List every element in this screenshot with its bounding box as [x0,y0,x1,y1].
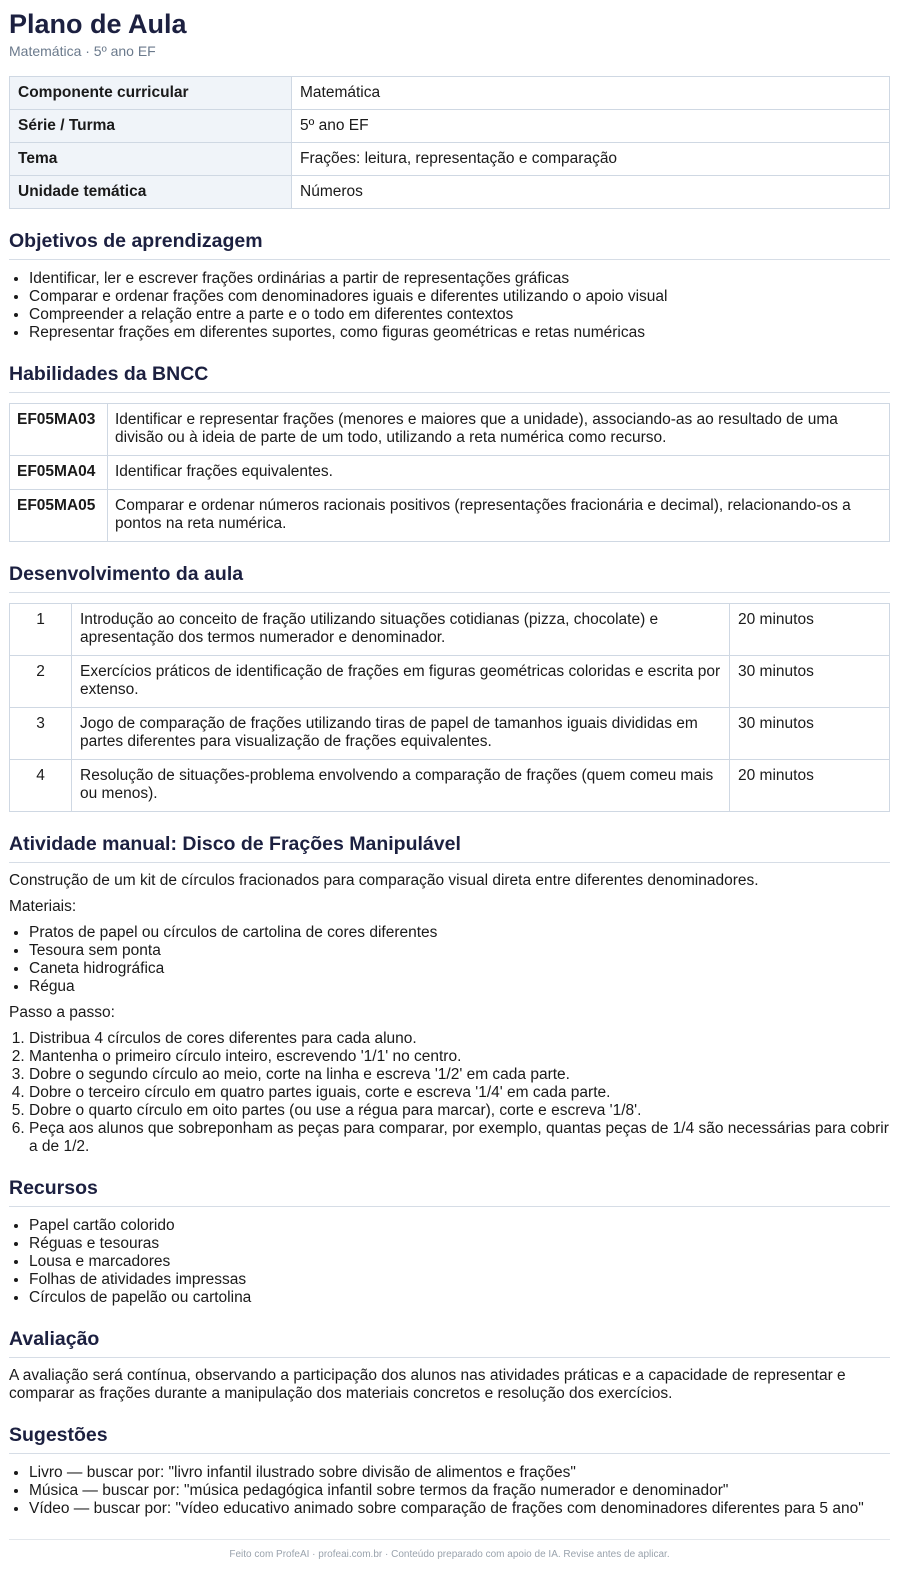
bncc-text: Identificar e representar frações (menores e maiores que a unidade), associando-as ao resultado de uma divisão ou à ideia de parte de um todo, utilizando a reta numérica como recurso. [108,404,890,456]
info-row [10,77,890,110]
info-label: Unidade temática [10,176,292,209]
info-table [9,76,890,209]
step-number: 4 [10,760,72,812]
step-duration: 30 minutos [730,708,890,760]
evaluation-section [9,1327,890,1403]
suggestions-section [9,1423,890,1518]
table-row [10,604,890,656]
bncc-code: EF05MA03 [10,404,108,456]
list-item: • Pratos de papel ou círculos de cartolina de cores diferentes [29,924,890,942]
steps-label: Passo a passo: [9,1004,115,1021]
footer-text: Feito com ProfeAI · profeai.com.br · Conteúdo preparado com apoio de IA. Revise antes de aplicar. [229,1549,670,1560]
bncc-text: Identificar frações equivalentes. [108,456,890,490]
list-item: • Vídeo — buscar por: "vídeo educativo animado sobre comparação de frações com denominadores diferentes para 5 ano" [29,1500,890,1518]
step-duration: 20 minutos [730,604,890,656]
resources-section [9,1176,890,1307]
list-item: • Caneta hidrográfica [29,960,890,978]
steps-list [9,1030,890,1156]
step-duration: 20 minutos [730,760,890,812]
table-row [10,760,890,812]
info-value: Frações: leitura, representação e comparação [292,143,890,176]
info-label: Componente curricular [10,77,292,110]
list-item: • Papel cartão colorido [29,1217,890,1235]
list-item: 1. Distribua 4 círculos de cores diferentes para cada aluno. [29,1030,890,1048]
bncc-code: EF05MA05 [10,490,108,542]
step-description: Exercícios práticos de identificação de frações em figuras geométricas coloridas e escrita por extenso. [72,656,730,708]
bncc-section [9,362,890,542]
list-item: 6. Peça aos alunos que sobreponham as peças para comparar, por exemplo, quantas peças de 1/4 são necessárias para cobrir a de 1/2. [29,1120,890,1156]
step-description: Introdução ao conceito de fração utilizando situações cotidianas (pizza, chocolate) e apresentação dos termos numerador e denominador. [72,604,730,656]
suggestions-list [9,1464,890,1518]
info-value: Números [292,176,890,209]
bncc-code: EF05MA04 [10,456,108,490]
objectives-heading: Objetivos de aprendizagem [9,229,890,260]
list-item: 3. Dobre o segundo círculo ao meio, corte na linha e escreva '1/2' em cada parte. [29,1066,890,1084]
list-item: • Réguas e tesouras [29,1235,890,1253]
evaluation-heading: Avaliação [9,1327,890,1358]
step-number: 2 [10,656,72,708]
materials-list [9,924,890,996]
info-row [10,143,890,176]
table-row [10,656,890,708]
activity-section [9,832,890,1156]
list-item: 5. Dobre o quarto círculo em oito partes (ou use a régua para marcar), corte e escreva '1/8'. [29,1102,890,1120]
bncc-table [9,403,890,542]
development-table [9,603,890,812]
page-footer [9,1539,890,1561]
step-description: Jogo de comparação de frações utilizando tiras de papel de tamanhos iguais divididas em partes diferentes para visualização de frações equivalentes. [72,708,730,760]
activity-heading: Atividade manual: Disco de Frações Manipulável [9,832,890,863]
objectives-list [9,270,890,342]
development-heading: Desenvolvimento da aula [9,562,890,593]
info-row [10,110,890,143]
info-row [10,176,890,209]
list-item: • Círculos de papelão ou cartolina [29,1289,890,1307]
list-item: • Lousa e marcadores [29,1253,890,1271]
info-label: Tema [10,143,292,176]
info-label: Série / Turma [10,110,292,143]
bncc-heading: Habilidades da BNCC [9,362,890,393]
step-description: Resolução de situações-problema envolvendo a comparação de frações (quem comeu mais ou menos). [72,760,730,812]
development-section [9,562,890,812]
table-row [10,708,890,760]
list-item: 2. Mantenha o primeiro círculo inteiro, escrevendo '1/1' no centro. [29,1048,890,1066]
list-item: • Compreender a relação entre a parte e o todo em diferentes contextos [29,306,890,324]
step-number: 3 [10,708,72,760]
table-row [10,456,890,490]
list-item: • Régua [29,978,890,996]
list-item: • Livro — buscar por: "livro infantil ilustrado sobre divisão de alimentos e frações" [29,1464,890,1482]
list-item: • Comparar e ordenar frações com denominadores iguais e diferentes utilizando o apoio visual [29,288,890,306]
list-item: • Folhas de atividades impressas [29,1271,890,1289]
table-row [10,490,890,542]
table-row [10,404,890,456]
objectives-section [9,229,890,342]
evaluation-text: A avaliação será contínua, observando a participação dos alunos nas atividades práticas e a capacidade de representar e comparar as frações durante a manipulação dos materiais concretos e resolução dos exercícios. [9,1367,846,1402]
activity-description: Construção de um kit de círculos fracionados para comparação visual direta entre diferentes denominadores. [9,872,759,889]
materials-label: Materiais: [9,898,77,915]
bncc-text: Comparar e ordenar números racionais positivos (representações fracionária e decimal), relacionando-os a pontos na reta numérica. [108,490,890,542]
suggestions-heading: Sugestões [9,1423,890,1454]
page-title: Plano de Aula [9,9,187,39]
resources-list [9,1217,890,1307]
info-value: Matemática [292,77,890,110]
list-item: • Tesoura sem ponta [29,942,890,960]
resources-heading: Recursos [9,1176,890,1207]
step-number: 1 [10,604,72,656]
list-item: 4. Dobre o terceiro círculo em quatro partes iguais, corte e escreva '1/4' em cada parte. [29,1084,890,1102]
page-header [9,8,890,60]
list-item: • Representar frações em diferentes suportes, como figuras geométricas e retas numéricas [29,324,890,342]
list-item: • Identificar, ler e escrever frações ordinárias a partir de representações gráficas [29,270,890,288]
info-value: 5º ano EF [292,110,890,143]
list-item: • Música — buscar por: "música pedagógica infantil sobre termos da fração numerador e denominador" [29,1482,890,1500]
page-subtitle: Matemática · 5º ano EF [9,43,156,59]
step-duration: 30 minutos [730,656,890,708]
